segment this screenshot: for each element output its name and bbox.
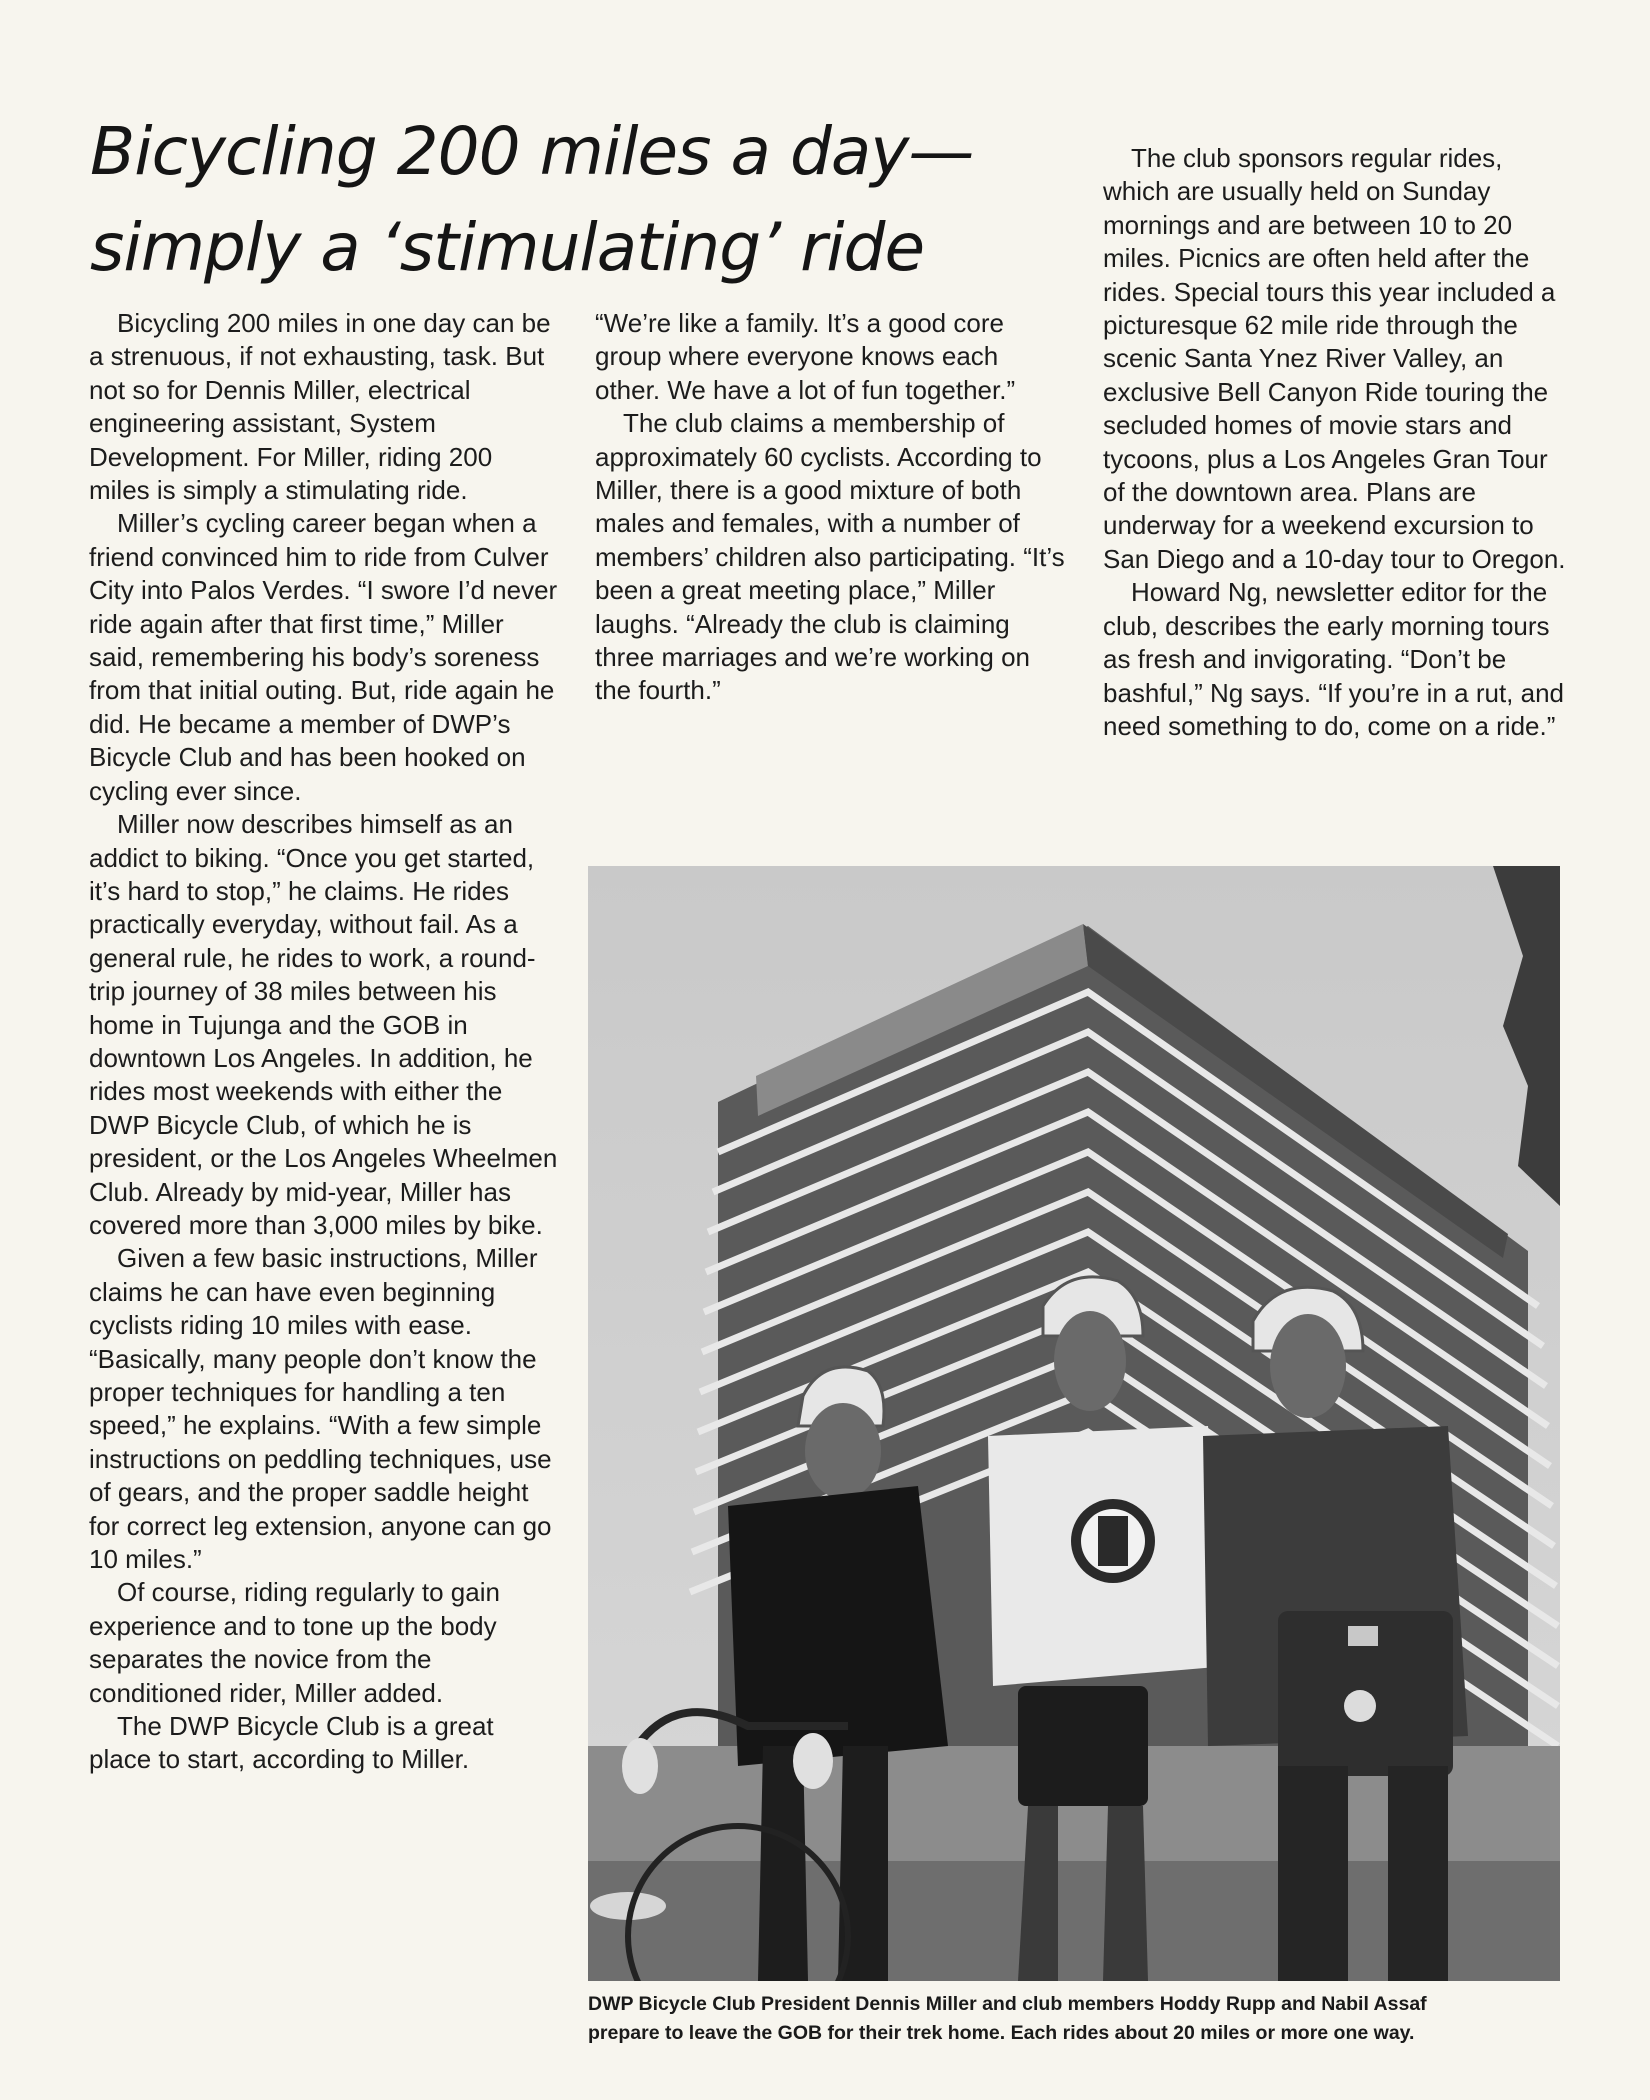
article-column-3 [1103,142,1573,743]
headline-line-2: simply a ‘stimulating’ ride [90,209,925,286]
paragraph: Howard Ng, newsletter editor for the club, describes the early morning tours as fresh and invigorating. “Don’t be bashful,” Ng says. “If you’re in a rut, and need something to do, come on a ride.” [1103,577,1564,741]
photo-caption [588,1990,1568,2048]
article-column-2 [595,307,1065,708]
caption-line-1: DWP Bicycle Club President Dennis Miller and club members Hoddy Rupp and Nabil Assaf [588,1993,1427,2015]
paragraph: “We’re like a family. It’s a good core group where everyone knows each other. We have a lot of fun together.” [595,308,1016,405]
article-column-1 [89,307,559,1777]
caption-line-2: prepare to leave the GOB for their trek home. Each rides about 20 miles or more one way. [588,2022,1415,2044]
paragraph: Miller now describes himself as an addict to biking. “Once you get started, it’s hard to stop,” he claims. He rides practically everyday, without fail. As a general rule, he rides to work, a round-trip journey of 38 miles between his home in Tujunga and the GOB in downtown Los Angeles. In addition, he rides most weekends with either the DWP Bicycle Club, of which he is president, or the Los Angeles Wheelmen Club. Already by mid-year, Miller has covered more than 3,000 miles by bike. [89,809,558,1240]
paragraph: The club claims a membership of approximately 60 cyclists. According to Miller, there is a good mixture of both males and females, with a number of members’ children also participating. “It’s been a great meeting place,” Miller laughs. “Already the club is claiming three marriages and we’re working on the fourth.” [595,408,1065,706]
paragraph: Given a few basic instructions, Miller claims he can have even beginning cyclists riding 10 miles with ease. “Basically, many people don’t know the proper techniques for handling a ten speed,” he explains. “With a few simple instructions on peddling techniques, use of gears, and the proper saddle height for correct leg extension, anyone can go 10 miles.” [89,1243,552,1575]
paragraph: Bicycling 200 miles in one day can be a strenuous, if not exhausting, task. But not so for Dennis Miller, electrical engineering assistant, System Development. For Miller, riding 200 miles is simply a stimulating ride. [89,308,551,506]
headline [90,104,1030,296]
paragraph: Of course, riding regularly to gain experience and to tone up the body separates the novice from the conditioned rider, Miller added. [89,1577,500,1708]
paragraph: Miller’s cycling career began when a friend convinced him to ride from Culver City into Palos Verdes. “I swore I’d never ride again after that first time,” Miller said, remembering his body’s soreness from that initial outing. But, ride again he did. He became a member of DWP’s Bicycle Club and has been hooked on cycling ever since. [89,508,558,806]
paragraph: The DWP Bicycle Club is a great place to start, according to Miller. [89,1711,494,1775]
headline-line-1: Bicycling 200 miles a day— [90,113,974,190]
cyclists-photo [588,866,1560,1981]
paragraph: The club sponsors regular rides, which are usually held on Sunday mornings and are between 10 to 20 miles. Picnics are often held after the rides. Special tours this year included a picturesque 62 mile ride through the scenic Santa Ynez River Valley, an exclusive Bell Canyon Ride touring the secluded homes of movie stars and tycoons, plus a Los Angeles Gran Tour of the downtown area. Plans are underway for a weekend excursion to San Diego and a 10-day tour to Oregon. [1103,143,1566,574]
